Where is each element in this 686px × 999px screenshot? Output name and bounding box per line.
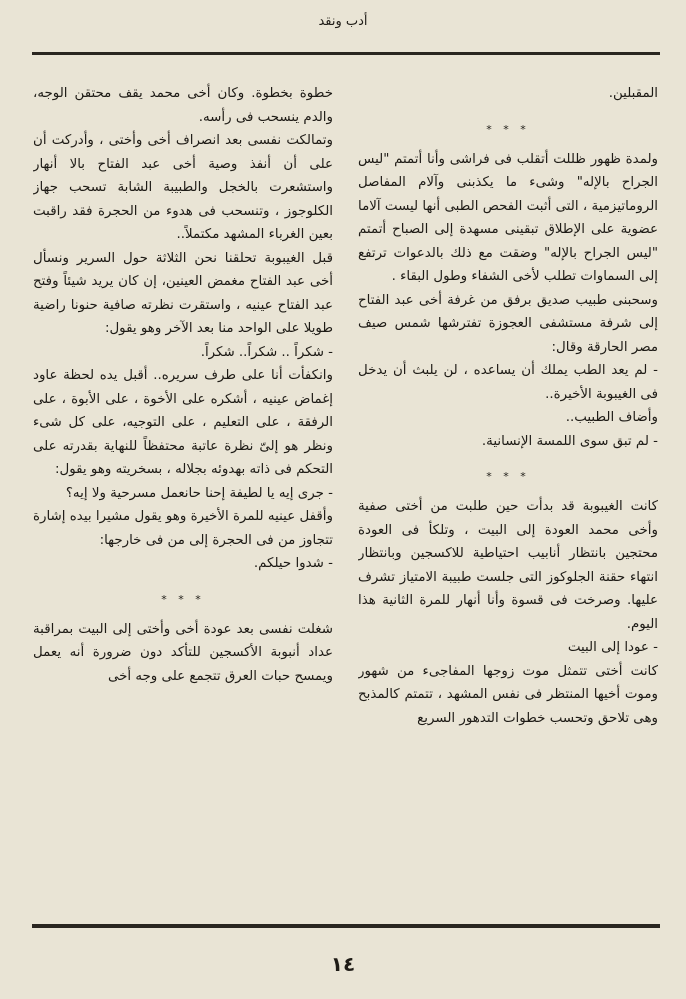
paragraph: خطوة بخطوة. وكان أخى محمد يقف محتقن الوجه، والدم ينسحب فى رأسه. — [33, 86, 333, 125]
paragraph: ولمدة ظهور ظللت أتقلب فى فراشى وأنا أتمتم "ليس الجراح بالإله" وشىء ما يكذبنى وآلام المفاصل الروماتيزمية ، التى أثبت الفحص الطبى أنها ليست آلاما عضوية على الإطلاق تبقينى مسهدة إلى الصباح أتمتم "ليس الجراح بالإله" وضقت مع ذلك بالدعوات ترتفع إلى السماوات تطلب لأخى الشفاء وطول البقاء . — [358, 151, 658, 284]
section-divider: * * * — [161, 592, 205, 606]
paragraph: وسحبنى طبيب صديق برفق من غرفة أخى عبد الفتاح إلى شرفة مستشفى العجوزة تفترشها شمس صيف مصر الحارقة وقال: — [358, 292, 658, 355]
header-rule — [32, 52, 660, 55]
section-divider: * * * — [486, 122, 530, 136]
paragraph: شغلت نفسى بعد عودة أخى وأختى إلى البيت بمراقبة عداد أنبوبة الأكسجين للتأكد دون ضرورة أنه يعمل ويمسح حبات العرق تتجمع على وجه أخى — [33, 621, 333, 684]
paragraph: قبل الغيبوبة تحلقنا نحن الثلاثة حول السرير ونسأل أخى عبد الفتاح مغمض العينين، إن كان يريد شيئاً وفتح عبد الفتاح عينيه ، واستقرت نظرته صافية حنونا راضية طويلا على الواحد منا بعد الآخر وهو يقول: — [33, 250, 333, 336]
footer-rule — [32, 924, 660, 928]
paragraph: وتمالكت نفسى بعد انصراف أخى وأختى ، وأدركت أن على أن أنفذ وصية أخى عبد الفتاح بالا أنهار واستشعرت بالخجل والطبيبة الشابة تسحب جهاز الكلوجوز ، وتنسحب فى هدوء من الحجرة فقد راقبت بعين الغرباء المشهد مكتملاً.. — [33, 133, 333, 242]
dialogue-line: - عودا إلى البيت — [567, 640, 658, 655]
section-header: أدب ونقد — [318, 14, 368, 29]
right-column — [358, 82, 658, 918]
left-column — [33, 82, 333, 918]
dialogue-line: - لم تبق سوى اللمسة الإنسانية. — [481, 433, 658, 449]
dialogue-line: - شدوا حيلكم. — [253, 556, 333, 571]
dialogue-line: - شكراً .. شكراً.. شكراً. — [200, 344, 333, 360]
paragraph: كانت أختى تتمثل موت زوجها المفاجىء من شهور وموت أخيها المنتظر فى نفس المشهد ، تتمتم كالمذبح وهى تلاحق وتحسب خطوات التدهور السريع — [358, 663, 658, 726]
paragraph: وأقفل عينيه للمرة الأخيرة وهو يقول مشيرا بيده إشارة تتجاوز من فى الحجرة إلى من فى خارجها: — [33, 509, 333, 548]
paragraph: كانت الغيبوبة قد بدأت حين طلبت من أختى صفية وأخى محمد العودة إلى البيت ، وتلكأ فى العودة محتجين بانتظار أنابيب احتياطية للاكسجين وبانتظار انتهاء حقنة الجلوكوز التى جلست طبيبة الامتياز تشرف عليها. وصرخت فى قسوة وأنا أنهار للمرة الثانية هذا اليوم. — [358, 499, 658, 632]
dialogue-line: - لم يعد الطب يملك أن يساعده ، لن يلبث أن يدخل فى الغيبوبة الأخيرة.. — [358, 363, 658, 402]
paragraph: وأضاف الطبيب.. — [565, 410, 658, 425]
paragraph: وانكفأت أنا على طرف سريره.. أقبل يده لحظة عاود إغماض عينيه ، أشكره على الأخوة ، على الأبوة ، على الرفقة ، على التعليم ، على التوجيه، على كل شىء ونظر هو إلىّ نظرة عاتبة محتفظاً للنهاية بقدرته على التحكم فى ذاته بهدوئه بجلاله ، بسخريته وهو يقول: — [33, 368, 333, 477]
dialogue-line: - جرى إيه يا لطيفة إحنا حانعمل مسرحية ولا إيه؟ — [65, 485, 333, 501]
paragraph: المقبلين. — [608, 86, 658, 101]
page-number: ١٤ — [330, 952, 356, 976]
section-divider: * * * — [486, 470, 530, 483]
